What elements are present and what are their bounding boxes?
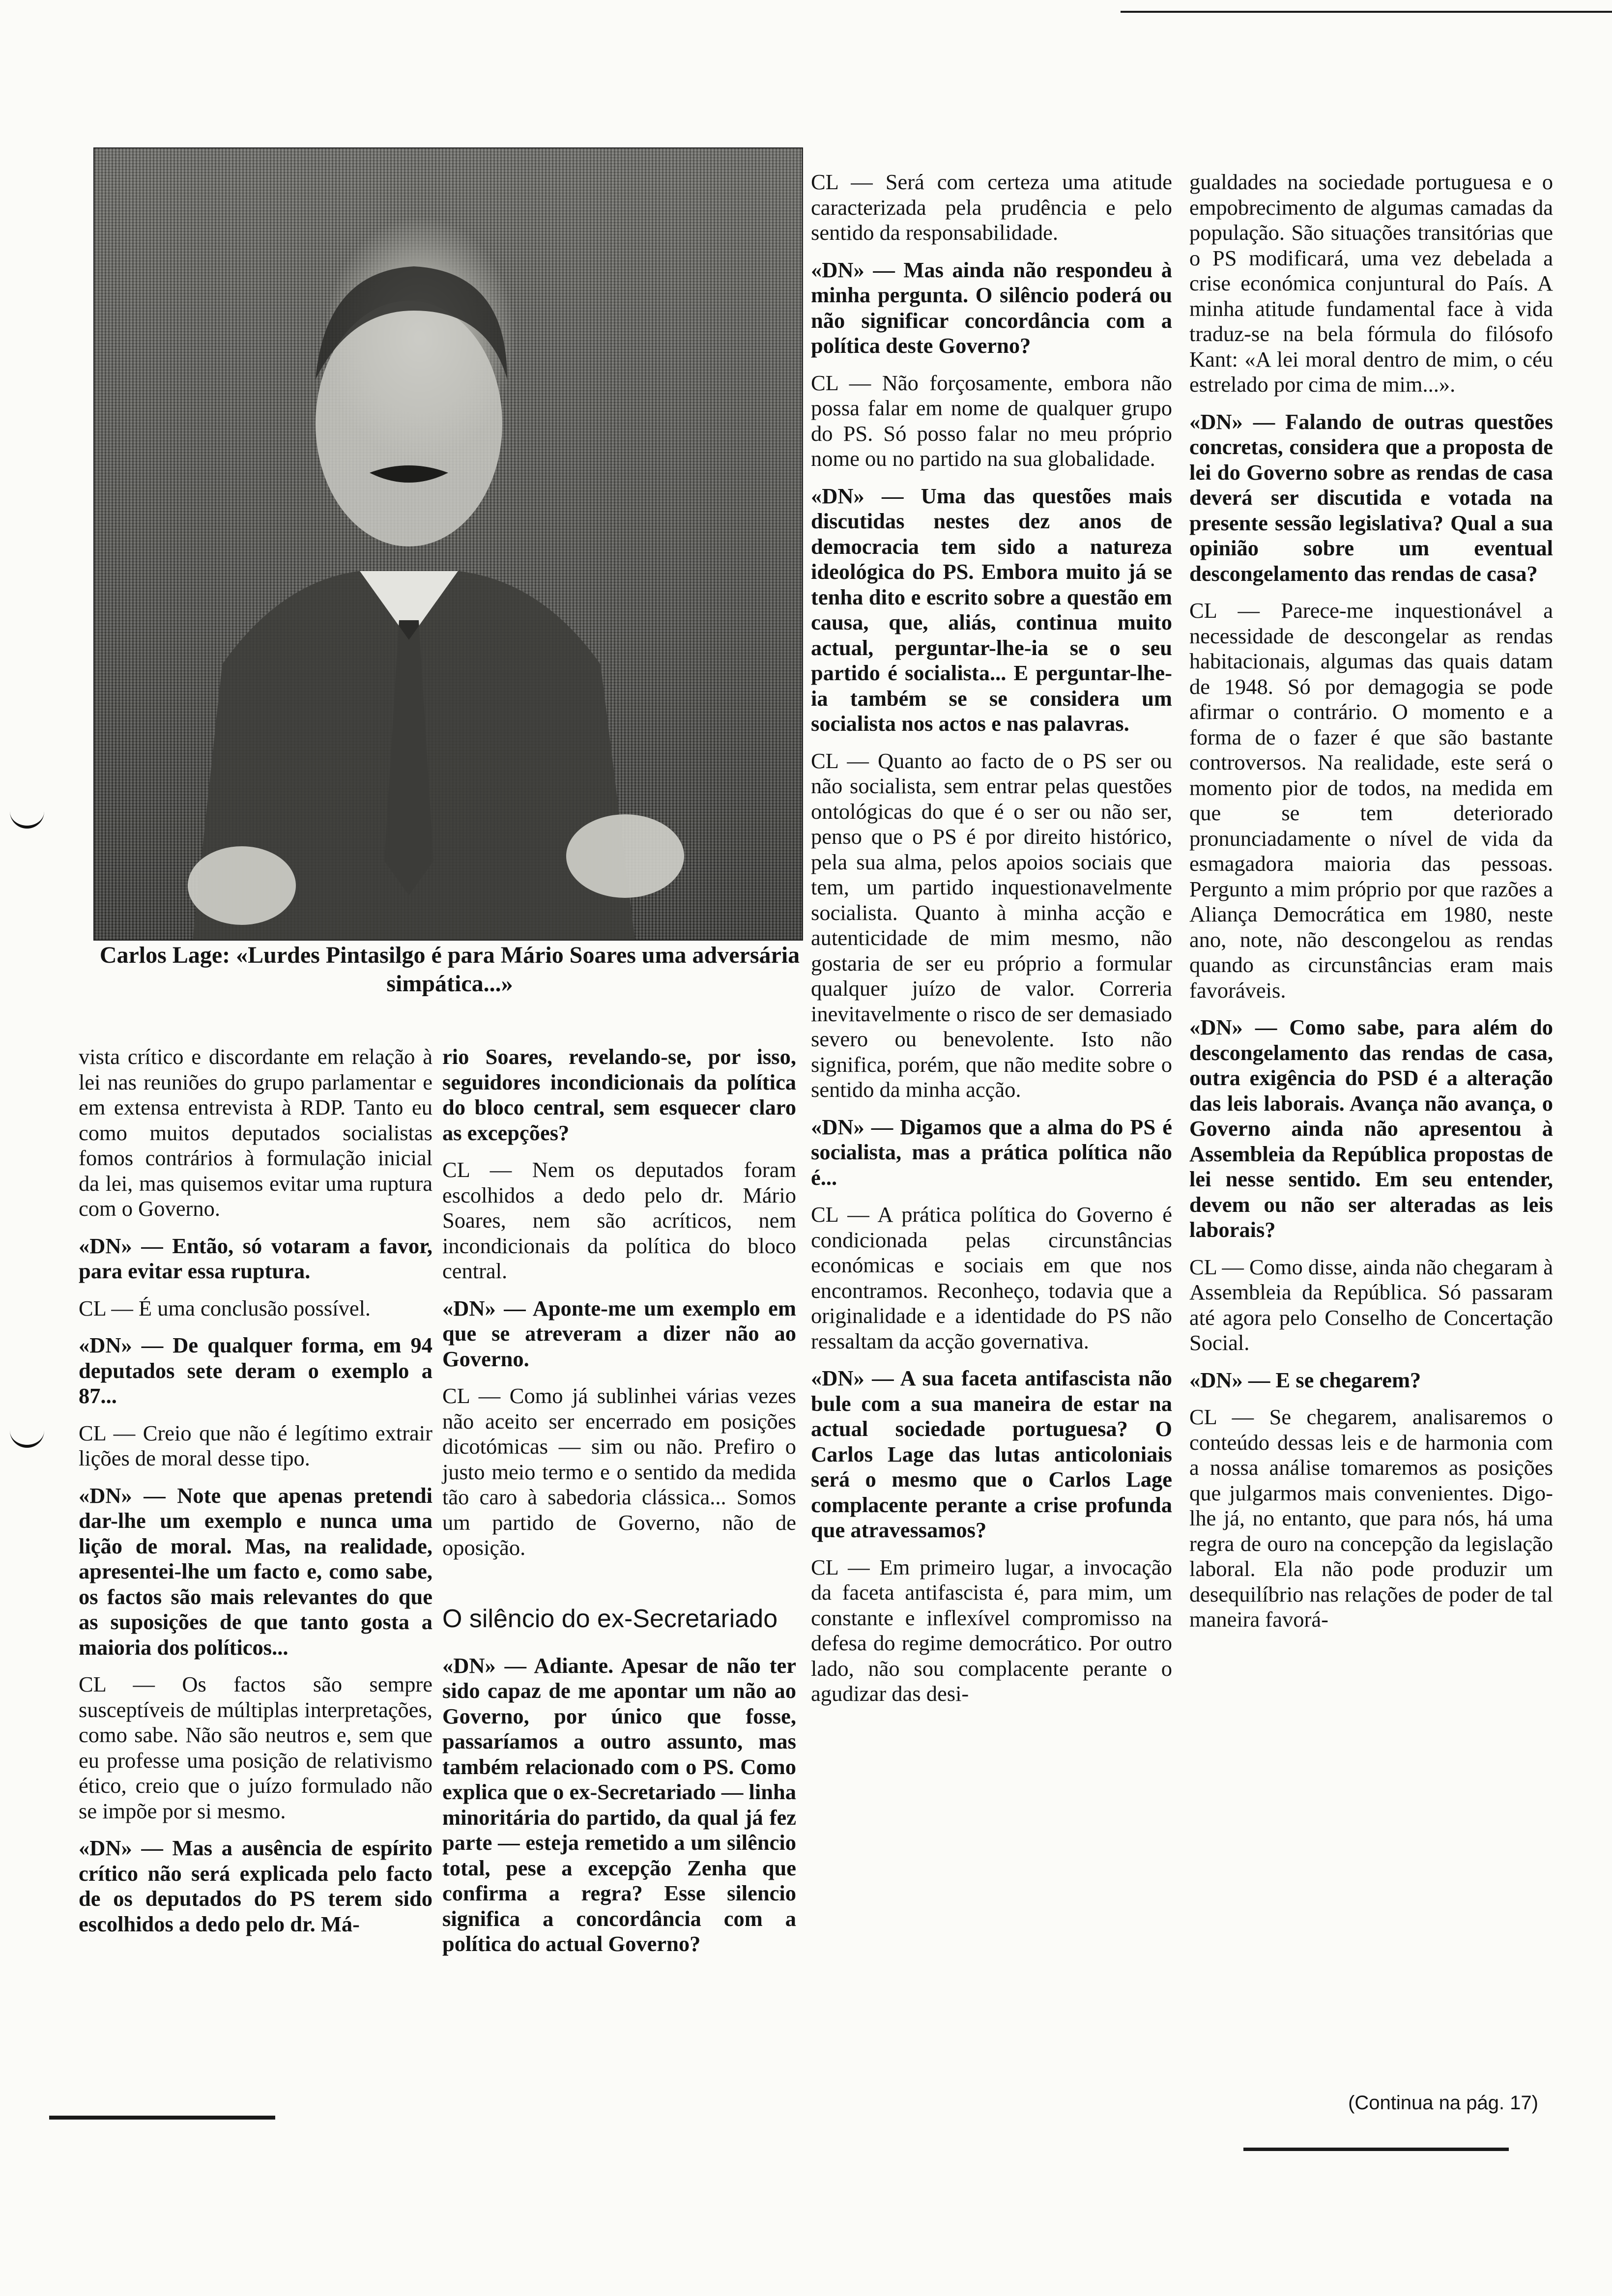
continuation-note: (Continua na pág. 17) bbox=[1348, 2092, 1538, 2114]
answer-paragraph: CL — Será com certeza uma atitude caracterizada pela prudência e pelo sentido da responsabilidade. bbox=[811, 170, 1172, 245]
answer-paragraph: CL — Em primeiro lugar, a invocação da faceta antifascista é, para mim, um constante e inflexível compromisso na defesa do regime democrático. Por outro lado, não sou complacente perante o agudizar das desi- bbox=[811, 1554, 1172, 1706]
top-rule bbox=[1121, 11, 1612, 13]
answer-paragraph: CL — Nem os deputados foram escolhidos a dedo pelo dr. Mário Soares, nem são acríticos, nem incondicionais da política do bloco central. bbox=[442, 1157, 796, 1283]
question-paragraph: «DN» — Note que apenas pretendi dar-lhe um exemplo e nunca uma lição de moral. Mas, na realidade, apresentei-lhe um facto e, como sabe, os factos são mais relevantes do que as suposições de que tanto gosta a maioria dos políticos... bbox=[79, 1483, 432, 1660]
answer-paragraph: CL — A prática política do Governo é condicionada pelas circunstâncias económicas e sociais em que nos encontramos. Reconheço, todavia que a originalidade e a identidade do PS não ressaltam da acção governativa. bbox=[811, 1202, 1172, 1353]
question-paragraph: rio Soares, revelando-se, por isso, seguidores incondicionais da política do bloco central, sem esquecer claro as excepções? bbox=[442, 1044, 796, 1145]
photo-caption: Carlos Lage: «Lurdes Pintasilgo é para Mário Soares uma adversária simpática...» bbox=[99, 942, 800, 997]
answer-paragraph: CL — Parece-me inquestionável a necessidade de descongelar as rendas habitacionais, algumas das quais datam de 1948. Só por demagogia se pode afirmar o contrário. O momento e a forma de o fazer é que são bastante controversos. Na realidade, este será o momento pior de todos, na medida em que se tem deteriorado pronunciadamente o nível de vida da esmagadora maioria das pessoas. Pergunto a mim próprio por que razões a Aliança Democrática em 1980, neste ano, note, não descongelou as rendas quando as circunstâncias eram mais favoráveis. bbox=[1189, 598, 1553, 1003]
question-paragraph: «DN» — Aponte-me um exemplo em que se atreveram a dizer não ao Governo. bbox=[442, 1295, 796, 1371]
answer-paragraph: CL — Como disse, ainda não chegaram à Assembleia da República. Só passaram até agora pelo Conselho de Concertação Social. bbox=[1189, 1254, 1553, 1355]
bottom-rule-right bbox=[1243, 2148, 1509, 2151]
answer-paragraph: gualdades na sociedade portuguesa e o empobrecimento de algumas camadas da população. São situações transitórias que o PS modificará, uma vez debelada a crise económica conjuntural do País. A minha atitude fundamental face à vida traduz-se na bela fórmula do filósofo Kant: «A lei moral dentro de mim, o céu estrelado por cima de mim...». bbox=[1189, 170, 1553, 397]
question-paragraph: «DN» — Mas ainda não respondeu à minha pergunta. O silêncio poderá ou não significar concordância com a política deste Governo? bbox=[811, 257, 1172, 358]
answer-paragraph: CL — É uma conclusão possível. bbox=[79, 1295, 371, 1320]
answer-paragraph: CL — Não forçosamente, embora não possa falar em nome de qualquer grupo do PS. Só posso falar no meu próprio nome ou no partido na sua globalidade. bbox=[811, 370, 1172, 471]
article-column-2 bbox=[442, 1044, 796, 1957]
article-column-3 bbox=[811, 170, 1172, 1707]
question-paragraph: «DN» — E se chegarem? bbox=[1189, 1367, 1421, 1392]
article-column-1 bbox=[79, 1044, 432, 1937]
margin-mark bbox=[10, 806, 44, 829]
article-column-4 bbox=[1189, 170, 1553, 1633]
answer-paragraph: CL — Se chegarem, analisaremos o conteúdo dessas leis e de harmonia com a nossa análise tomaremos as posições que julgarmos mais convenientes. Digo-lhe já, no entanto, que para nós, há uma regra de ouro na concepção da legislação laboral. Ela não pode produzir um desequilíbrio nas relações de poder de tal maneira favorá- bbox=[1189, 1405, 1553, 1632]
question-paragraph: «DN» — Uma das questões mais discutidas nestes dez anos de democracia tem sido a natureza ideológica do PS. Embora muito já se tenha dito e escrito sobre a questão em causa, que, aliás, continua muito actual, perguntar-lhe-ia se o seu partido é socialista... E perguntar-lhe-ia também se se considera um socialista nos actos e nas palavras. bbox=[811, 483, 1172, 736]
portrait-photo bbox=[93, 147, 803, 941]
question-paragraph: «DN» — Falando de outras questões concretas, considera que a proposta de lei do Governo sobre as rendas de casa deverá ser discutida e votada na presente sessão legislativa? Qual a sua opinião sobre um eventual descongelamento das rendas de casa? bbox=[1189, 409, 1553, 586]
bottom-rule-left bbox=[49, 2116, 275, 2120]
answer-paragraph: CL — Creio que não é legítimo extrair lições de moral desse tipo. bbox=[79, 1420, 432, 1470]
question-paragraph: «DN» — Então, só votaram a favor, para evitar essa ruptura. bbox=[79, 1233, 432, 1283]
paragraph: vista crítico e discordante em relação à lei nas reuniões do grupo parlamentar e em extensa entrevista à RDP. Tanto eu como muitos deputados socialistas fomos contrários à formulação inicial da lei, mas quisemos evitar uma ruptura com o Governo. bbox=[79, 1044, 432, 1221]
section-subhead: O silêncio do ex-Secretariado bbox=[442, 1604, 778, 1633]
question-paragraph: «DN» — A sua faceta antifascista não bule com a sua maneira de estar na actual sociedade portuguesa? O Carlos Lage das lutas anticoloniais será o mesmo que o Carlos Lage complacente perante a crise profunda que atravessamos? bbox=[811, 1366, 1172, 1542]
question-paragraph: «DN» — Mas a ausência de espírito crítico não será explicada pelo facto de os deputados do PS terem sido escolhidos a dedo pelo dr. Má- bbox=[79, 1836, 432, 1936]
answer-paragraph: CL — Quanto ao facto de o PS ser ou não socialista, sem entrar pelas questões ontológicas do que é o ser ou não ser, penso que o PS é por direito histórico, pela sua alma, pelos apoios sociais que tem, um partido inquestionavelmente socialista. Quanto à minha acção e autenticidade de mim mesmo, não gostaria de ser eu próprio a formular qualquer juízo de valor. Correria inevitavelmente o risco de ser demasiado severo ou benevolente. Isto não significa, porém, que não medite sobre o sentido da minha acção. bbox=[811, 748, 1172, 1102]
margin-mark bbox=[10, 1425, 44, 1448]
portrait-figure bbox=[94, 148, 802, 940]
answer-paragraph: CL — Os factos são sempre susceptíveis de múltiplas interpretações, como sabe. Não são neutros e, sem que eu professe uma posição de relativismo ético, creio que o juízo formulado não se impõe por si mesmo. bbox=[79, 1672, 432, 1823]
answer-paragraph: CL — Como já sublinhei várias vezes não aceito ser encerrado em posições dicotómicas — sim ou não. Prefiro o justo meio termo e o sentido da medida tão caro à sabedoria clássica... Somos um partido de Governo, não de oposição. bbox=[442, 1383, 796, 1560]
question-paragraph: «DN» — Digamos que a alma do PS é socialista, mas a prática política não é... bbox=[811, 1114, 1172, 1190]
question-paragraph: «DN» — Como sabe, para além do descongelamento das rendas de casa, outra exigência do PSD é a alteração das leis laborais. Avança não avança, o Governo ainda não apresentou à Assembleia da República propostas de lei nesse sentido. Em seu entender, devem ou não ser alteradas as leis laborais? bbox=[1189, 1015, 1553, 1242]
question-paragraph: «DN» — De qualquer forma, em 94 deputados sete deram o exemplo a 87... bbox=[79, 1333, 432, 1408]
question-paragraph: «DN» — Adiante. Apesar de não ter sido capaz de me apontar um não ao Governo, por único que fosse, passaríamos a outro assunto, mas também relacionado com o PS. Como explica que o ex-Secretariado — linha minoritária do partido, da qual já fez parte — esteja remetido a um silêncio total, pese a excepção Zenha que confirma a regra? Esse silencio significa a concordância com a política do actual Governo? bbox=[442, 1653, 796, 1956]
